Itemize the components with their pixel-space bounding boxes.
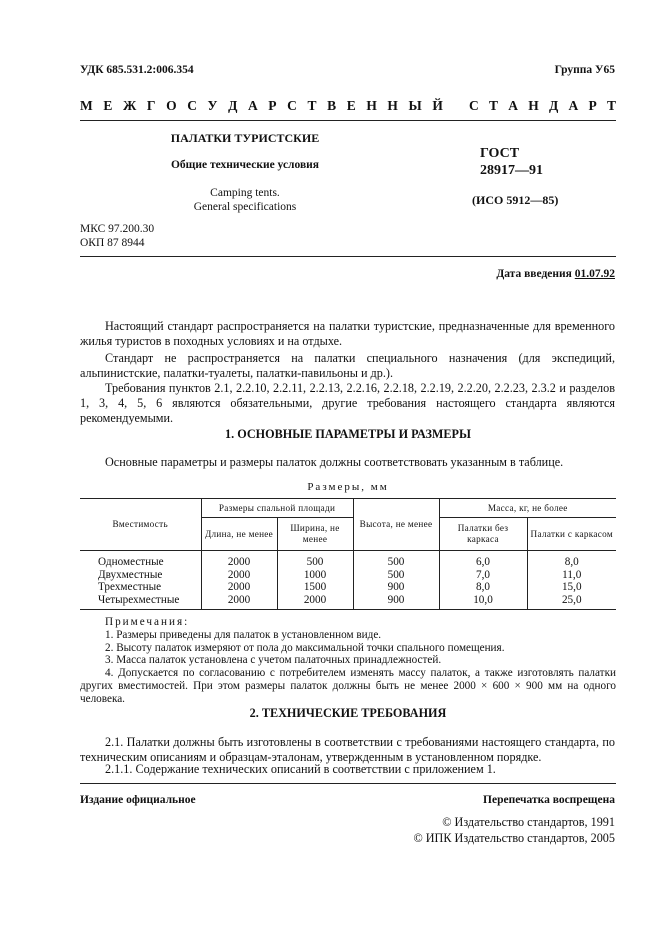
intro-paragraph-3: Требования пунктов 2.1, 2.2.10, 2.2.11, 2.2.13, 2.2.16, 2.2.18, 2.2.19, 2.2.20, 2.2.23, 2.3.2 и разделов 1, 3, 4, 5, 6 являются обязательными, другие требования настоящего стандарта являются рекомендуемыми.	[80, 381, 615, 426]
table-cell-length: 2000	[201, 569, 277, 582]
table-cell-length: 2000	[201, 581, 277, 594]
banner-rule	[80, 120, 616, 121]
th-sleep-area: Размеры спальной площади	[201, 499, 353, 518]
udk-code: УДК 685.531.2:006.354	[80, 64, 194, 76]
footer-rule	[80, 783, 616, 784]
banner-letter: Н	[366, 98, 377, 113]
gost-number: 28917—91	[480, 163, 543, 178]
table-cell-width: 1500	[277, 581, 353, 594]
table-cell-width: 2000	[277, 594, 353, 610]
banner-letter: Н	[528, 98, 539, 113]
table-cell-height: 900	[353, 581, 439, 594]
th-capacity: Вместимость	[80, 499, 201, 551]
banner-letter: С	[469, 98, 479, 113]
table-cell-m2: 11,0	[562, 568, 582, 581]
table-cell-m1: 8,0	[439, 581, 527, 594]
table-row	[80, 594, 616, 610]
section-1-lead: Основные параметры и размеры палаток должны соответствовать указанным в таблице.	[105, 455, 564, 469]
clause-2-1-1: 2.1.1. Содержание технических описаний в соответствии с приложением 1.	[105, 762, 496, 776]
banner-letter: Р	[268, 98, 277, 113]
table-cell-m2: 15,0	[561, 581, 582, 593]
document-title: ПАЛАТКИ ТУРИСТСКИЕ	[170, 131, 320, 145]
th-width: Ширина, не менее	[277, 518, 353, 551]
mks-code: МКС 97.200.30	[80, 223, 155, 235]
table-cell-name: Двухместные	[80, 569, 201, 582]
banner-left	[80, 98, 443, 114]
banner-letter: Т	[307, 98, 317, 113]
english-title	[80, 186, 410, 214]
banner-letter: О	[166, 98, 177, 113]
table-cell-width: 1000	[277, 569, 353, 582]
table-cell-name: Четырехместные	[80, 594, 201, 610]
table-cell-height: 500	[353, 569, 439, 582]
clause-2-1: 2.1. Палатки должны быть изготовлены в соответствии с требованиями настоящего стандарта, по техническим описаниям и образцам-эталонам, утвержденным в установленном порядке.	[80, 735, 615, 765]
note-3: 3. Масса палаток установлена с учетом палаточных принадлежностей.	[105, 654, 442, 667]
banner-letter: Т	[488, 98, 498, 113]
reprint-prohibited: Перепечатка воспрещена	[483, 794, 615, 806]
table-notes	[80, 616, 616, 706]
english-title-line1: Camping tents.	[210, 187, 280, 199]
table-cell-m1: 10,0	[439, 594, 527, 610]
standard-banner	[80, 98, 616, 114]
table-cell-name: Одноместные	[80, 551, 201, 569]
th-mass-no-frame: Палатки без каркаса	[439, 518, 527, 551]
th-mass: Масса, кг, не более	[439, 499, 616, 518]
intro-date-label: Дата введения	[496, 268, 572, 280]
th-length: Длина, не менее	[201, 518, 277, 551]
table-cell-height: 900	[353, 594, 439, 610]
table-caption: Размеры, мм	[307, 481, 389, 493]
banner-letter: Й	[432, 98, 443, 113]
table-cell-height: 500	[353, 551, 439, 569]
gost-label: ГОСТ	[480, 146, 520, 161]
banner-right	[469, 98, 616, 114]
banner-letter: Д	[548, 98, 559, 113]
table-cell-m1: 6,0	[439, 551, 527, 569]
intro-date	[496, 268, 615, 280]
note-4: 4. Допускается по согласованию с потребителем изменять массу палаток, а также изготовлять палатки других вместимостей. При этом размеры палаток должны быть не менее 2000 × 600 × 900 мм на одного человека.	[80, 667, 616, 705]
banner-letter: Д	[228, 98, 238, 113]
table-row	[80, 569, 616, 582]
table-cell-name: Трехместные	[80, 581, 201, 594]
note-1: 1. Размеры приведены для палаток в установленном виде.	[105, 628, 382, 641]
banner-letter: М	[80, 98, 93, 113]
table-cell-length: 2000	[201, 594, 277, 610]
intro-date-value: 01.07.92	[574, 268, 615, 280]
iso-reference: (ИСО 5912—85)	[472, 193, 559, 207]
gost-block	[480, 145, 543, 179]
banner-letter: Е	[103, 98, 113, 113]
title-rule	[80, 256, 616, 257]
banner-letter: А	[247, 98, 258, 113]
group-code: Группа У65	[554, 64, 615, 76]
banner-letter: Т	[606, 98, 616, 113]
banner-letter: А	[568, 98, 579, 113]
th-mass-with-frame: Палатки с каркасом	[527, 518, 616, 551]
official-edition: Издание официальное	[80, 794, 196, 806]
intro-paragraph-2: Стандарт не распространяется на палатки специального назначения (для экспедиций, альпинистские, палатки-туалеты, палатки-павильоны и др.).	[80, 351, 615, 381]
table-row	[80, 581, 616, 594]
banner-letter: В	[327, 98, 337, 113]
copyright-1991: © Издательство стандартов, 1991	[442, 815, 615, 829]
th-height: Высота, не менее	[353, 499, 439, 551]
classification-codes	[80, 222, 154, 250]
banner-letter: Е	[346, 98, 356, 113]
notes-title: Примечания:	[105, 616, 190, 628]
copyright-block	[413, 814, 615, 846]
document-subtitle: Общие технические условия	[170, 159, 320, 171]
table-cell-width: 500	[277, 551, 353, 569]
banner-letter: Ы	[408, 98, 422, 113]
section-1-heading: 1. ОСНОВНЫЕ ПАРАМЕТРЫ И РАЗМЕРЫ	[225, 427, 471, 441]
banner-letter: С	[187, 98, 197, 113]
banner-letter: Г	[146, 98, 156, 113]
dimensions-table	[80, 498, 616, 610]
table-row	[80, 551, 616, 569]
note-2: 2. Высоту палаток измеряют от пола до максимальной точки спального помещения.	[105, 641, 505, 654]
english-title-line2: General specifications	[193, 201, 297, 213]
table-cell-m1: 7,0	[439, 569, 527, 582]
table-cell-length: 2000	[201, 551, 277, 569]
table-cell-m2: 25,0	[561, 593, 582, 606]
banner-letter: Н	[387, 98, 398, 113]
intro-paragraph-1: Настоящий стандарт распространяется на палатки туристские, предназначенные для временного жилья туристов в походных условиях и на отдыхе.	[80, 319, 615, 349]
okp-code: ОКП 87 8944	[80, 237, 145, 249]
copyright-2005: © ИПК Издательство стандартов, 2005	[413, 831, 615, 845]
banner-letter: Р	[588, 98, 597, 113]
table-cell-m2: 8,0	[564, 556, 579, 568]
banner-letter: С	[287, 98, 297, 113]
banner-letter: У	[207, 98, 218, 113]
banner-letter: Ж	[122, 98, 137, 113]
banner-letter: А	[508, 98, 518, 113]
section-2-heading: 2. ТЕХНИЧЕСКИЕ ТРЕБОВАНИЯ	[249, 706, 447, 720]
